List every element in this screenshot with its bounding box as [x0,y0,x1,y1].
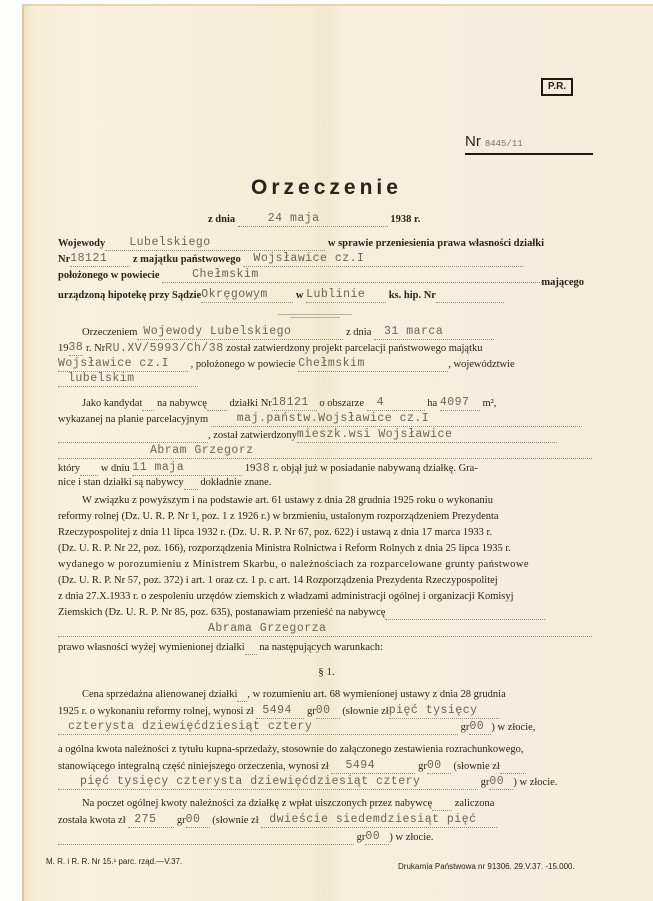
blank [432,810,452,811]
plan-value: maj.państw.Wojsławice cz.I [211,412,582,427]
na-poczet-text: Na poczet ogólnej kwoty należności za działkę z wpłat uiszczonych przez nabywcę [82,798,433,809]
z-majatku-text: z majątku państwowego [132,254,241,265]
total-words-line [58,775,592,790]
m2-value: 4097 [440,396,480,411]
polozonego-text: położonego w powiecie [58,270,160,281]
para1-year-value: 38 [68,341,84,354]
para1-date-value: 31 marca [374,325,494,340]
powiat-line [58,268,592,288]
legal-line: reformy rolnej (Dz. U. R. P. Nr 1, poz. 1 z 1926 r.) w brzmieniu, ustalonym rozporządzeniem Prezydenta [58,511,499,522]
r-nr-text: r. Nr [85,343,106,354]
ha-value: 4 [367,396,425,411]
date-value: 24 maja [238,212,388,227]
paid-gr-value-2: 00 [365,830,389,845]
z-dnia-text: z dnia [346,327,372,338]
majatek-line [58,357,592,372]
zatw-value: mieszk.wsi Wojsławice [297,428,557,443]
w-dniu-text: w dniu [100,463,130,474]
dzialki-text: działki [229,398,259,409]
legal-line: z dnia 27.X.1933 r. o zespoleniu urzędów ziemskich z władzami administracji ogólnej i organizacji Komisyj [58,591,514,602]
total-line [58,759,592,774]
organ-value: Wojewody Lubelskiego [137,325,343,340]
year-prefix: 19 [244,463,256,474]
price-gr-value-2: 00 [469,720,491,735]
price-line [58,704,592,719]
w-text: w [295,290,304,301]
majacego-text: mającego [541,277,584,288]
name-value: Abram Grzegorz [58,444,592,459]
slownie-zl-text: (słownie zł [212,815,259,826]
slownie-text: (słownie zł [342,706,389,717]
blank [245,654,257,655]
woj-value: lubelskim [58,372,198,387]
w-zlocie-text: ) w złocie. [389,832,434,843]
gr-label: gr [306,706,316,717]
gr-label: gr [460,722,470,733]
legal-line: Rzeczypospolitej z dnia 11 lipca 1932 r. (Dz. U. R. P. Nr 67, poz. 622) i ustawą z dnia 17 marca 1933 r. [58,527,493,538]
para2-date-value: 11 maja [132,461,242,476]
blank [385,619,545,620]
cena-line [58,688,616,702]
para2-year-value: 38 [255,462,271,475]
para1-powiat-value: Chełmskim [298,357,448,372]
paid-line [58,813,592,828]
blank [142,410,154,411]
para1-majatek-value: Wojsławice cz.I [58,357,188,372]
header-powiat-value: Chełmskim [162,268,542,283]
na-poczet-line [58,797,616,811]
kandydat-line [58,396,616,411]
granice-text: nice i stan działki [58,477,132,488]
ks-hip-text: ks. hip. Nr [388,290,436,301]
blank [207,410,227,411]
prawo-dzialki-text: działki [216,642,245,653]
ks-hip-value [436,302,504,303]
legal-line: W związku z powyższym i na podstawie art. 61 ustawy z dnia 28 grudnia 1925 roku o wykonaniu [82,495,493,506]
price-zl-value: 5494 [256,704,304,719]
sa-nabywcy-text: są nabywcy [134,477,184,488]
para2-nr-value: 18121 [272,396,317,411]
document-title: Orzeczenie [251,176,402,199]
footer-form-code: M. R. i R. R. Nr 15.¹ parc. rząd.—V.37. [46,857,183,866]
total-gr-value: 00 [427,759,451,774]
header-nr-label: Nr [58,254,71,265]
paid-gr-line [58,830,592,845]
para1-polozonego-text: , położonego w powiecie [190,359,296,370]
granice-line [58,476,592,490]
dokladnie-text: dokładnie znane. [200,477,272,488]
posiadanie-line [58,461,592,476]
date-year: 1938 [390,214,412,225]
blank [237,701,247,702]
para1-nr-value: RU.XV/5993/Ch/38 [105,342,224,355]
gr-label: gr [418,761,427,772]
ktory-text: który [58,463,81,474]
prawo-line [58,641,592,655]
zostala-text: została kwota zł [58,815,126,826]
total-zl-value: 5494 [331,759,415,774]
blank [58,442,208,443]
price-words-2: czterysta dziewięćdziesiąt cztery [58,720,458,735]
sad-line [58,288,592,303]
zostal-text: został zatwierdzony projekt parcelacji państwowego majątku [226,343,483,354]
nabywca-line [58,622,592,637]
stanowiacego-text: stanowiącego integralną część niniejszego orzeczenia, wynosi zł [58,761,329,772]
price-gr-value: 00 [316,704,340,719]
slownie-zl-text: (słownie zł [453,761,500,772]
wojewodztwie-text: , województwie [448,359,515,370]
warunki-text: na następujących warunkach: [259,642,383,653]
document-number [465,133,523,150]
plan-line [58,412,592,427]
wojewody-line [58,236,592,251]
blank [184,489,198,490]
ogolna-line: a ogólna kwota należności z tytułu kupna-sprzedaży, stosownie do załączonego zestawienia rozrachunkowego, [58,744,524,755]
nr-underline [465,153,593,155]
miasto-value: Lublinie [306,288,386,303]
projekt-line [58,341,592,356]
nr-label: Nr [465,133,481,150]
separator [278,314,352,315]
zatwierdzony-text: , został zatwierdzony [208,430,297,441]
header-majatek-value: Wojsławice cz.I [243,252,523,267]
na-nabywce-text: na nabywcę [157,398,207,409]
blank [58,844,354,845]
date-line [58,212,653,227]
zatwierdzony-line [58,428,592,443]
w-zlocie-text: ) w złocie, [491,722,536,733]
nr-value: 8445/11 [484,139,523,149]
o-obszarze-text: o obszarze [319,398,365,409]
sad-value: Okręgowym [201,288,293,303]
price-words-line [58,720,592,735]
nabywca-value: Abrama Grzegorza [58,622,592,637]
prawo-text: prawo własności wyżej wymienionej [58,642,214,653]
paid-gr-value: 00 [186,813,210,828]
pr-stamp: P.R. [541,78,573,96]
date-prefix: z dnia [208,214,236,225]
name-line [58,444,592,459]
ha-unit: ha [427,398,438,409]
para2-nr-label: Nr [260,398,272,409]
gr-label: gr [176,815,186,826]
w-rozumieniu-text: , w rozumieniu art. 68 wymienionej ustawy z dnia 28 grudnia [247,689,506,700]
blank [500,773,526,774]
nr-line [58,252,592,267]
header-nr-value: 18121 [70,252,130,267]
date-suffix: r. [414,214,421,225]
paid-zl-value: 275 [128,813,174,828]
postanawiam-text: Ziemskich (Dz. U. R. P. Nr 85, poz. 635), postanawiam przenieść na nabywcę [58,607,386,618]
total-gr-value-2: 00 [489,775,513,790]
total-words: pięć tysięcy czterysta dziewięćdziesiąt cztery [58,775,478,790]
jako-text: Jako kandydat [82,398,143,409]
wojewody-value: Lubelskiego [105,236,325,251]
juz-text: już w posiadanie nabywaną działkę. Gra- [304,463,478,474]
gr-label: gr [480,777,490,788]
w-zlocie-text: ) w złocie. [513,777,558,788]
price-text: 1925 r. o wykonaniu reformy rolnej, wynosi zł [58,706,254,717]
legal-line: wydanego w porozumieniu z Ministrem Skarbu, o należnościach za rozparcelowane grunty państwowe [58,559,529,570]
objal-text: r. objął [272,463,303,474]
m2-unit: m², [482,398,497,409]
orzeczeniem-text: Orzeczeniem [82,327,138,338]
legal-line: (Dz. U. R. P. Nr 22, poz. 166), rozporządzenia Ministra Rolnictwa i Reform Rolnych z dnia 25 lipca 1935 r. [58,543,511,554]
cena-text: Cena sprzedażna alienowanej działki [82,689,238,700]
wojewody-label: Wojewody [58,238,106,249]
woj-line [58,372,592,387]
footer-printer: Drukarnia Państwowa nr 91306. 29.V.37. -15.000. [398,862,575,871]
legal-line: (Dz. U. R. P. Nr 57, poz. 372) i art. 1 oraz cz. 1 p. c art. 14 Rozporządzenia Prezydenta Rzeczypospolitej [58,575,498,586]
gr-label: gr [356,832,366,843]
separator [290,317,340,318]
paid-words: dwieście siedemdziesiąt pięć [261,813,497,828]
section-1-heading: § 1. [318,666,335,678]
zaliczona-text: zaliczona [454,798,495,809]
urzadzona-text: urządzoną hipotekę przy Sądzie [58,290,202,301]
legal-line [58,606,592,620]
orzeczeniem-line [58,325,616,340]
year-prefix: 19 [58,343,69,354]
wykazanej-text: wykazanej na planie parcelacyjnym [58,414,209,425]
w-sprawie-text: w sprawie przeniesienia prawa własności działki [327,238,545,249]
price-words-1: pięć tysięcy [389,704,499,719]
